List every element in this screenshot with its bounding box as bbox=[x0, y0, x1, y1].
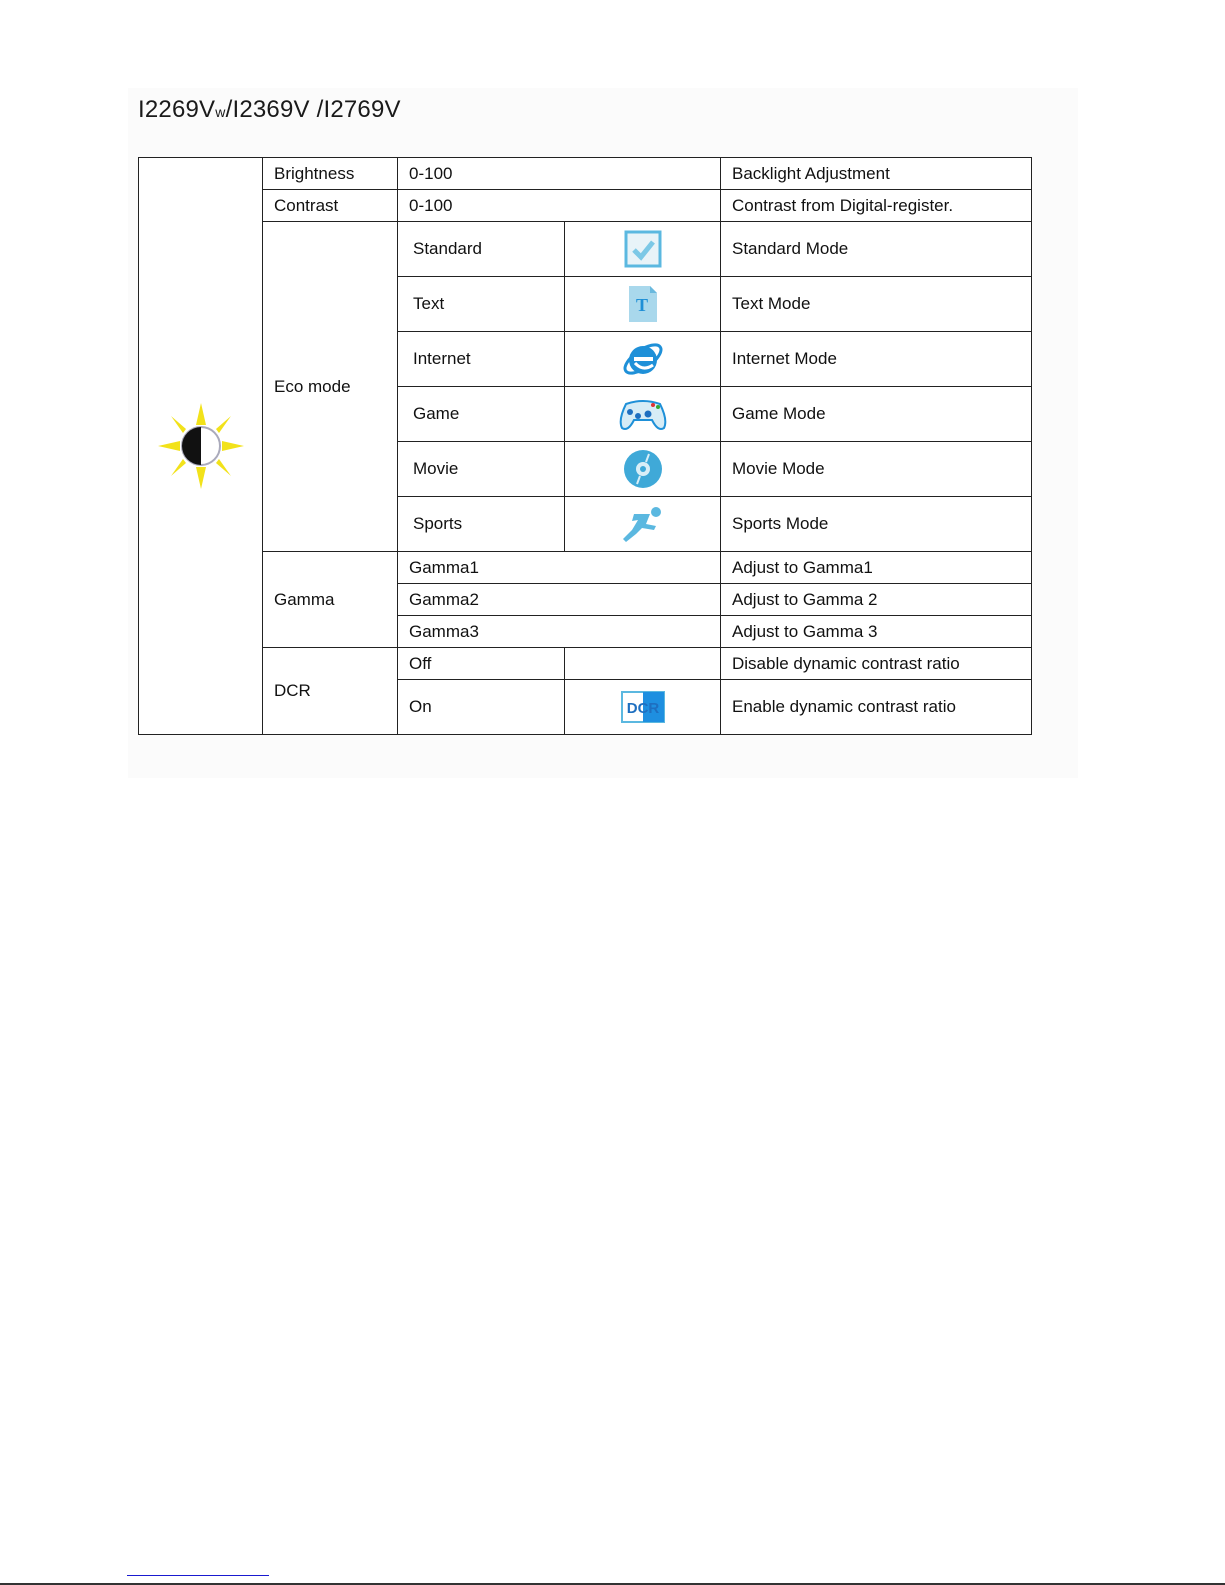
gamma-option-description: Adjust to Gamma 2 bbox=[721, 584, 1032, 616]
gamma-option-description: Adjust to Gamma1 bbox=[721, 552, 1032, 584]
dcr-label: DCR bbox=[263, 648, 398, 735]
model-name: I2269V bbox=[138, 96, 216, 123]
contrast-label: Contrast bbox=[263, 190, 398, 222]
eco-option-description: Sports Mode bbox=[721, 497, 1032, 552]
brightness-description: Backlight Adjustment bbox=[721, 158, 1032, 190]
table-row-contrast bbox=[139, 190, 1032, 222]
eco-option-icon-cell bbox=[565, 442, 721, 497]
eco-option-name: Standard bbox=[398, 222, 565, 277]
text-document-icon bbox=[626, 284, 660, 324]
contrast-description: Contrast from Digital-register. bbox=[721, 190, 1032, 222]
eco-option-icon-cell bbox=[565, 277, 721, 332]
eco-option-name: Text bbox=[398, 277, 565, 332]
eco-option-name: Internet bbox=[398, 332, 565, 387]
eco-option-name: Sports bbox=[398, 497, 565, 552]
model-others: /I2369V /I2769V bbox=[225, 96, 401, 123]
table-row-gamma1 bbox=[139, 552, 1032, 584]
model-suffix: w bbox=[215, 104, 226, 120]
brightness-label: Brightness bbox=[263, 158, 398, 190]
table-row-brightness bbox=[139, 158, 1032, 190]
checkbox-icon bbox=[623, 229, 663, 269]
eco-option-description: Game Mode bbox=[721, 387, 1032, 442]
eco-option-description: Text Mode bbox=[721, 277, 1032, 332]
disc-icon bbox=[622, 448, 664, 490]
eco-option-icon-cell bbox=[565, 332, 721, 387]
eco-option-icon-cell bbox=[565, 497, 721, 552]
internet-explorer-icon bbox=[620, 336, 666, 382]
dcr-option-icon-cell bbox=[565, 648, 721, 680]
dcr-icon-text: DCR bbox=[626, 700, 659, 717]
eco-option-icon-cell bbox=[565, 222, 721, 277]
svg-text:T: T bbox=[635, 295, 648, 315]
footnote-separator bbox=[127, 1575, 269, 1576]
eco-option-description: Movie Mode bbox=[721, 442, 1032, 497]
table-row-eco-standard bbox=[139, 222, 1032, 277]
dcr-option-name: Off bbox=[398, 648, 565, 680]
luminance-settings-table bbox=[138, 157, 1032, 735]
table-row-dcr-off bbox=[139, 648, 1032, 680]
eco-option-description: Standard Mode bbox=[721, 222, 1032, 277]
luminance-cell bbox=[139, 158, 263, 735]
gamma-option-description: Adjust to Gamma 3 bbox=[721, 616, 1032, 648]
dcr-option-icon-cell bbox=[565, 680, 721, 735]
dcr-option-name: On bbox=[398, 680, 565, 735]
dcr-option-description: Disable dynamic contrast ratio bbox=[721, 648, 1032, 680]
gamma-option-name: Gamma2 bbox=[398, 584, 721, 616]
eco-option-description: Internet Mode bbox=[721, 332, 1032, 387]
runner-icon bbox=[620, 504, 666, 544]
gamepad-icon bbox=[618, 394, 668, 434]
gamma-label: Gamma bbox=[263, 552, 398, 648]
svg-text:DCR bbox=[626, 700, 659, 717]
eco-option-name: Movie bbox=[398, 442, 565, 497]
dcr-icon bbox=[621, 691, 665, 723]
eco-option-icon-cell bbox=[565, 387, 721, 442]
gamma-option-name: Gamma3 bbox=[398, 616, 721, 648]
gamma-option-name: Gamma1 bbox=[398, 552, 721, 584]
luminance-sun-icon bbox=[156, 401, 246, 491]
dcr-option-description: Enable dynamic contrast ratio bbox=[721, 680, 1032, 735]
eco-mode-label: Eco mode bbox=[263, 222, 398, 552]
brightness-range: 0-100 bbox=[398, 158, 721, 190]
eco-option-name: Game bbox=[398, 387, 565, 442]
page-title bbox=[138, 96, 401, 124]
contrast-range: 0-100 bbox=[398, 190, 721, 222]
